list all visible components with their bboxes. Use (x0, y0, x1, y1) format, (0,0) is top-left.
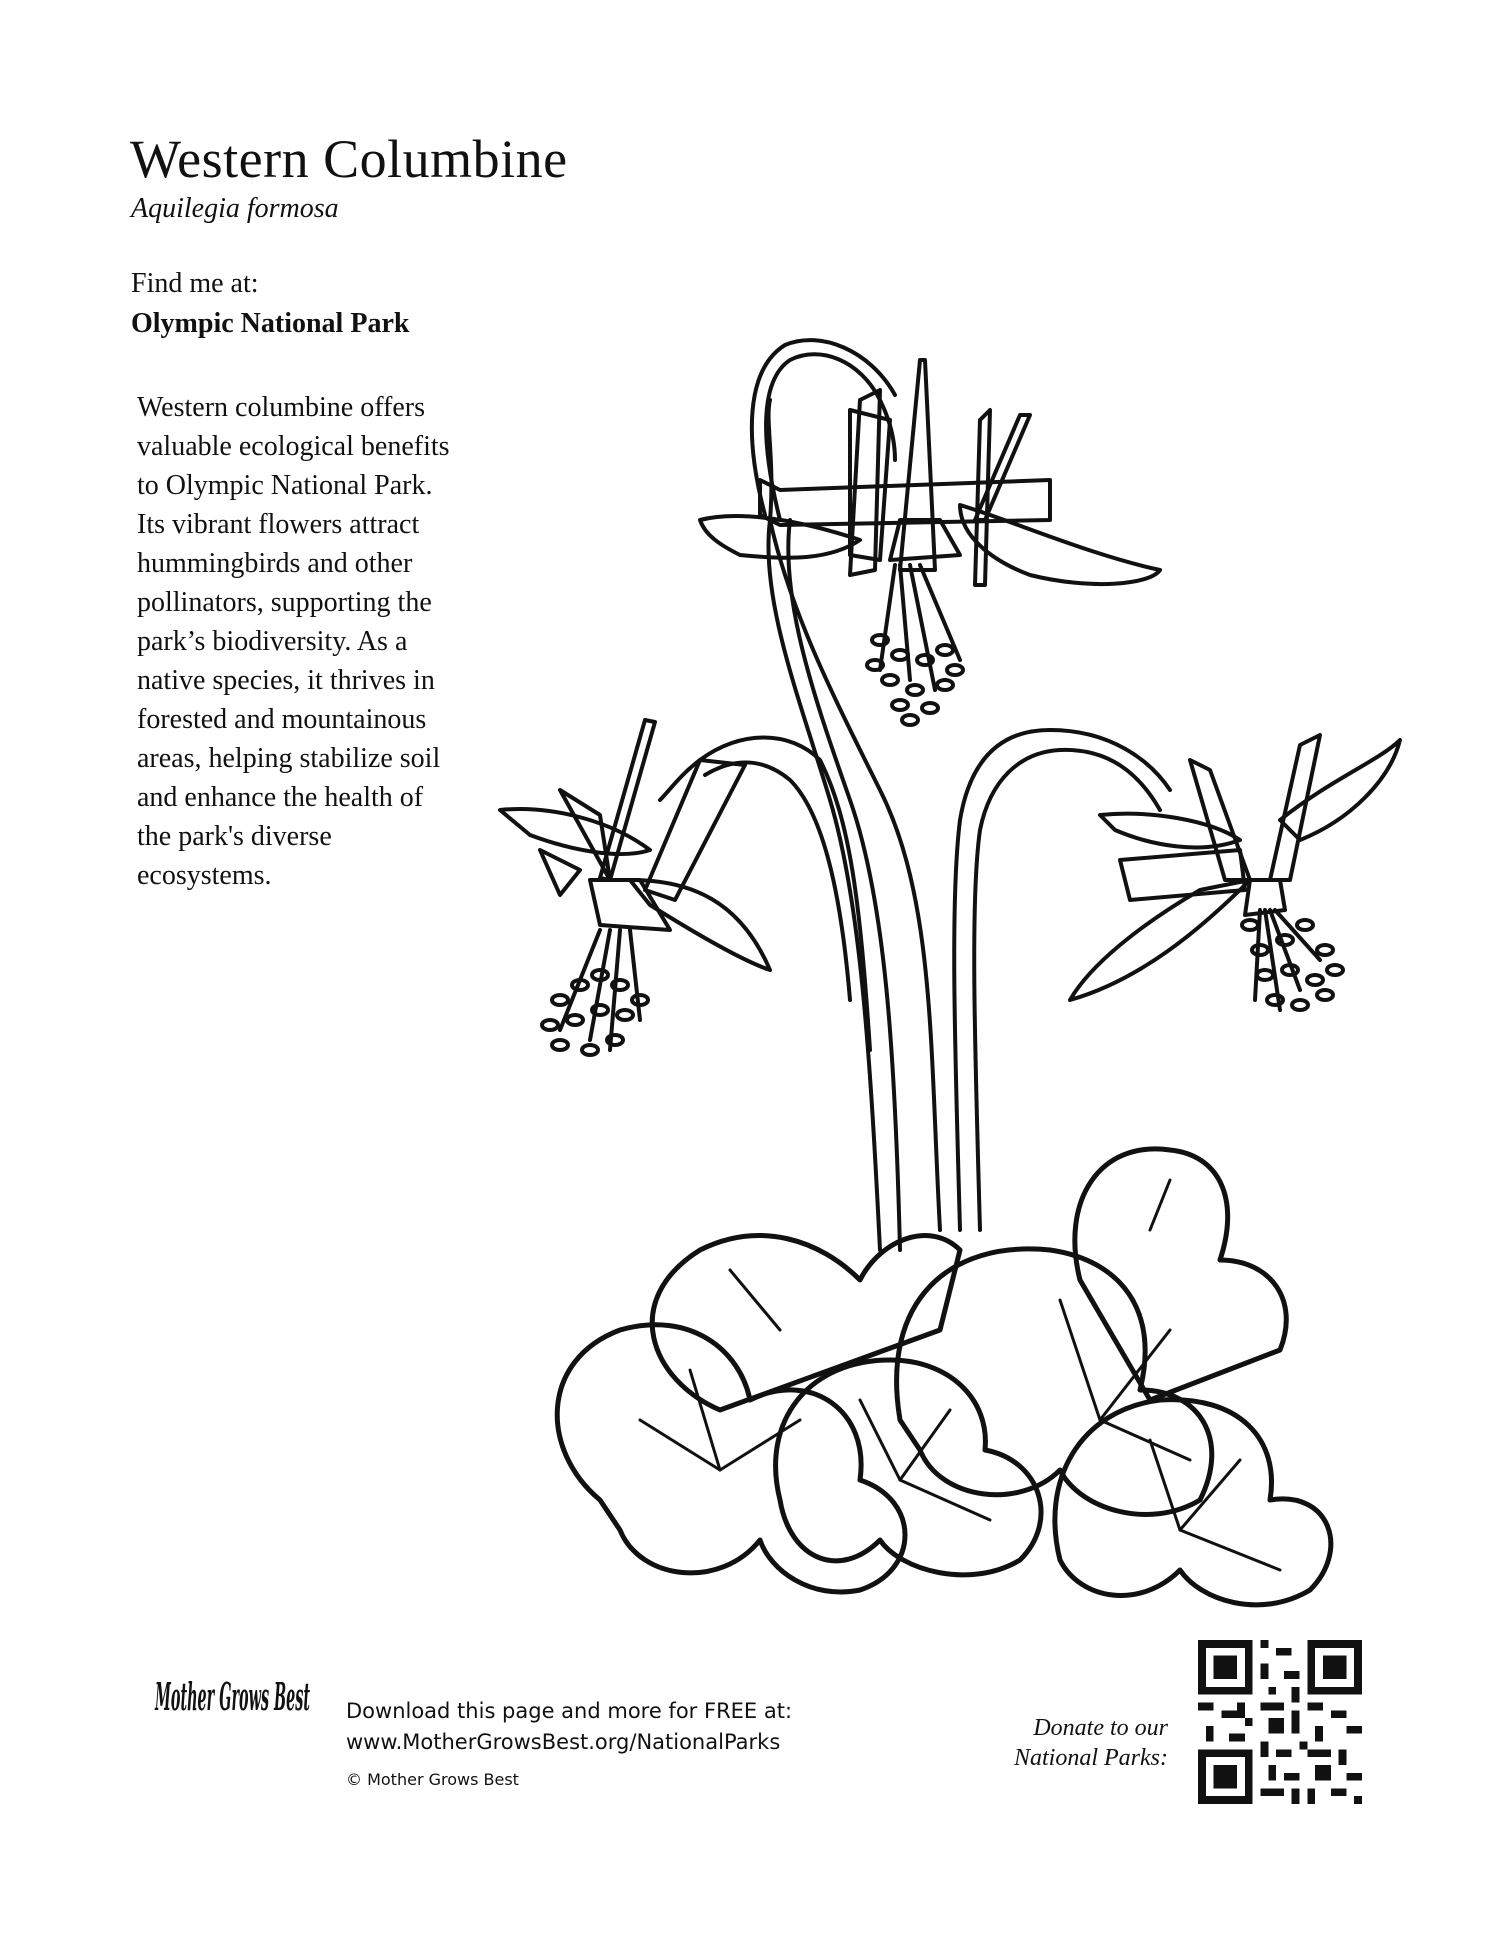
left-flower (500, 720, 770, 1050)
qr-code-icon[interactable] (1198, 1640, 1362, 1804)
description-line: Western columbine offers (137, 392, 426, 423)
description-line: areas, helping stabilize soil (137, 743, 441, 774)
leaves (557, 1149, 1331, 1605)
description-line: hummingbirds and other (137, 548, 413, 579)
donate-text (1008, 1713, 1168, 1773)
mother-grows-best-logo (150, 1668, 315, 1798)
description-line: and enhance the health of (137, 782, 424, 813)
page-title: Western Columbine (130, 129, 568, 189)
donate-line: Donate to our (1033, 1715, 1168, 1741)
description-line: pollinators, supporting the (137, 587, 432, 618)
description-line: native species, it thrives in (137, 665, 435, 696)
description-line: forested and mountainous (137, 704, 427, 735)
copyright: © Mother Grows Best (346, 1770, 519, 1789)
download-url[interactable]: www.MotherGrowsBest.org/NationalParks (346, 1730, 781, 1754)
description-line: ecosystems. (137, 860, 272, 891)
right-flower (1070, 735, 1400, 1010)
download-line: Download this page and more for FREE at: (346, 1699, 793, 1723)
find-me-label: Find me at: (131, 268, 259, 299)
donate-line: National Parks: (1014, 1745, 1168, 1771)
park-name: Olympic National Park (131, 308, 410, 339)
logo-text: Mother Grows Best (154, 1674, 311, 1719)
stems (660, 340, 1170, 1250)
description-line: valuable ecological benefits (137, 431, 450, 462)
download-info (346, 1696, 792, 1758)
description-line: park’s biodiversity. As a (137, 626, 408, 657)
description-line: Its vibrant flowers attract (137, 509, 420, 540)
left-flower-stamens (542, 970, 648, 1055)
description-line: to Olympic National Park. (137, 470, 433, 501)
scientific-name: Aquilegia formosa (131, 193, 339, 224)
description-line: the park's diverse (137, 821, 332, 852)
